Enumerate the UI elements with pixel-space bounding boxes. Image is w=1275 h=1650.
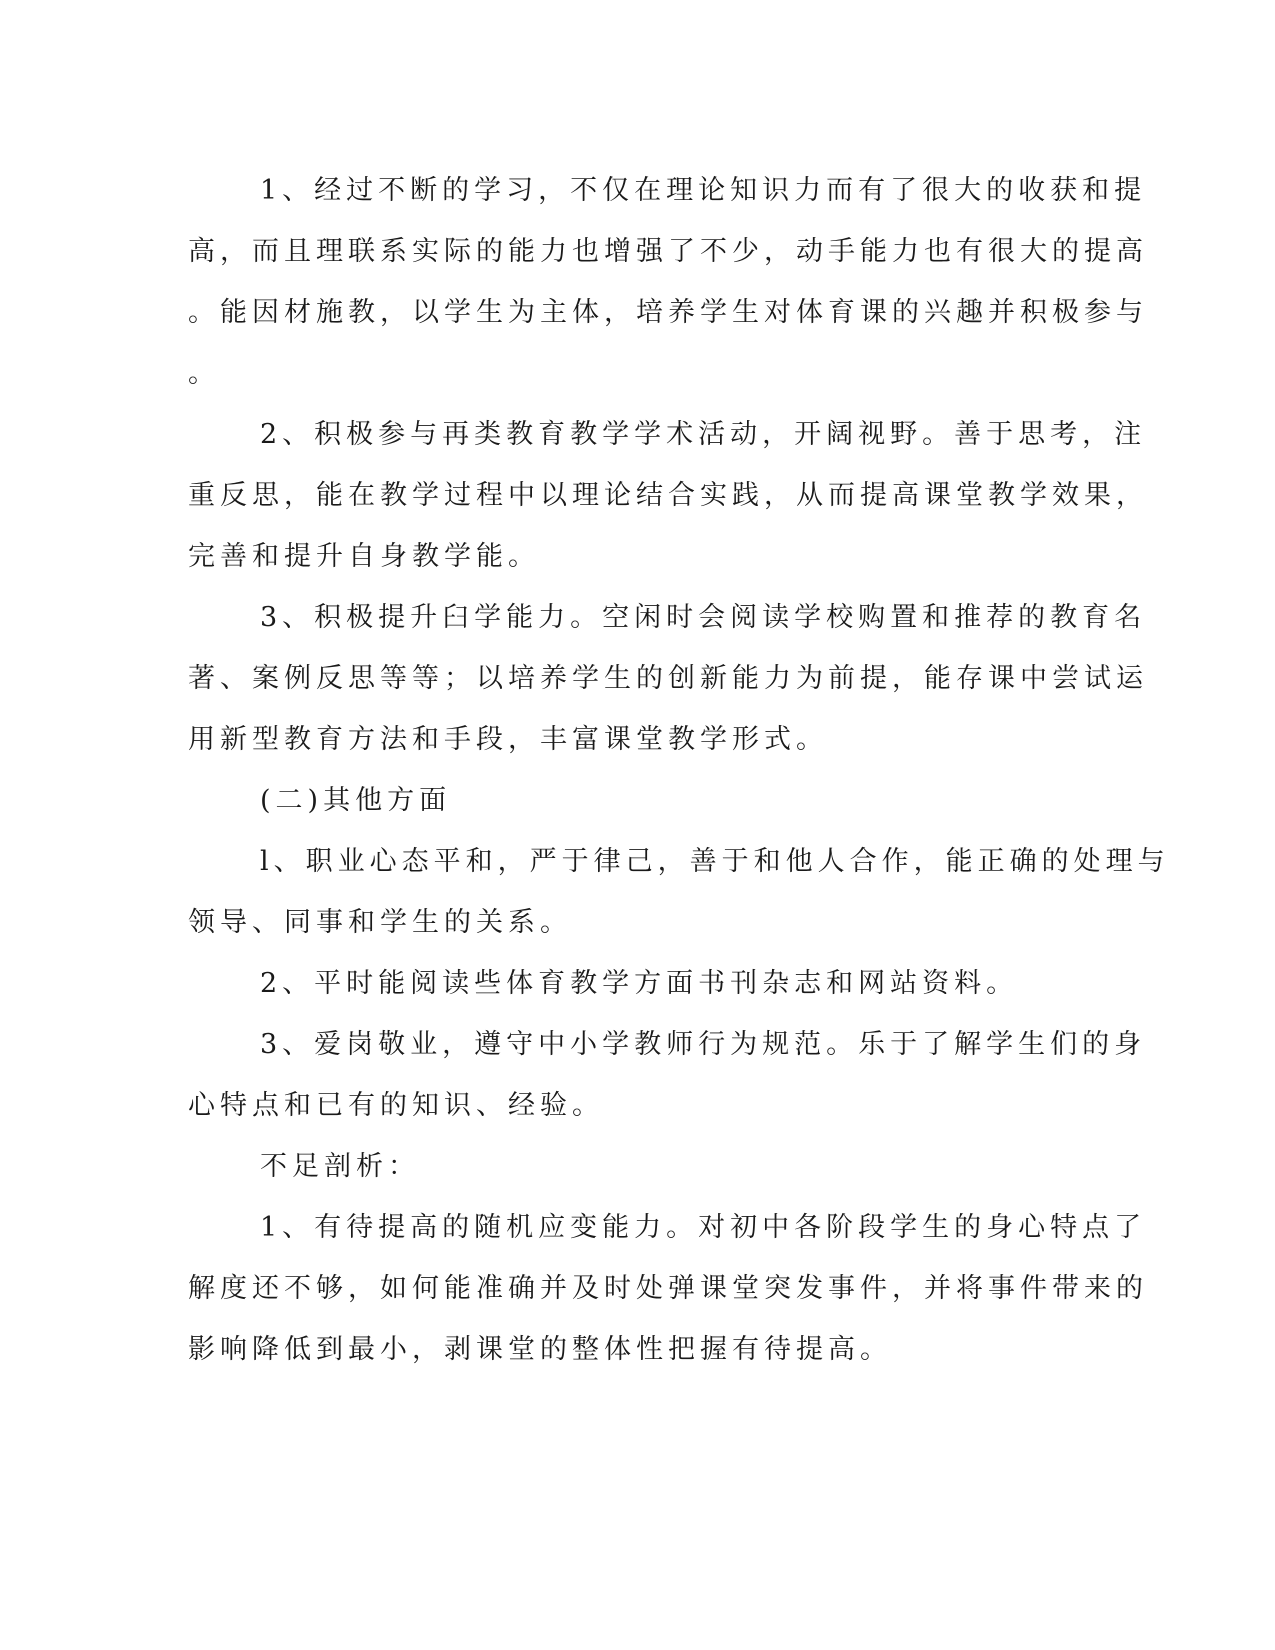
section-heading-shortcomings: 不足剖析： [260,1151,420,1182]
paragraph-1-line-1: 1、经过不断的学习，不仅在理论知识力而有了很大的收获和提 [260,175,1147,206]
paragraph-2-line-3: 完善和提升自身教学能。 [188,541,540,572]
paragraph-5-line-1: 2、平时能阅读些体育教学方面书刊杂志和网站资料。 [260,968,1019,999]
paragraph-2-line-1: 2、积极参与再类教育教学学术活动，开阔视野。善于思考，注 [260,419,1147,450]
paragraph-1-line-4: 。 [188,358,220,389]
paragraph-6-line-2: 心特点和已有的知识、经验。 [188,1090,604,1121]
paragraph-7-line-2: 解度还不够，如何能准确并及时处弹课堂突发事件，并将事件带来的 [188,1273,1148,1304]
paragraph-3-line-2: 著、案例反思等等；以培养学生的创新能力为前提，能存课中尝试运 [188,663,1148,694]
paragraph-3-line-1: 3、积极提升臼学能力。空闲时会阅读学校购置和推荐的教育名 [260,602,1147,633]
paragraph-1-line-2: 高，而且理联系实际的能力也增强了不少，动手能力也有很大的提高 [188,236,1148,267]
paragraph-6-line-1: 3、爱岗敬业，遵守中小学教师行为规范。乐于了解学生们的身 [260,1029,1147,1060]
paragraph-4-line-1: l、职业心态平和，严于律己，善于和他人合作，能正确的处理与 [260,846,1170,877]
section-heading-other-aspects: (二)其他方面 [260,785,452,816]
paragraph-7-line-3: 影响降低到最小，剥课堂的整体性把握有待提高。 [188,1334,892,1365]
paragraph-3-line-3: 用新型教育方法和手段，丰富课堂教学形式。 [188,724,828,755]
paragraph-4-line-2: 领导、同事和学生的关系。 [188,907,572,938]
paragraph-1-line-3: 。能因材施教，以学生为主体，培养学生对体育课的兴趣并积极参与 [188,297,1148,328]
paragraph-7-line-1: 1、有待提高的随机应变能力。对初中各阶段学生的身心特点了 [260,1212,1147,1243]
paragraph-2-line-2: 重反思，能在教学过程中以理论结合实践，从而提高课堂教学效果， [188,480,1148,511]
document-body [188,160,1170,1380]
